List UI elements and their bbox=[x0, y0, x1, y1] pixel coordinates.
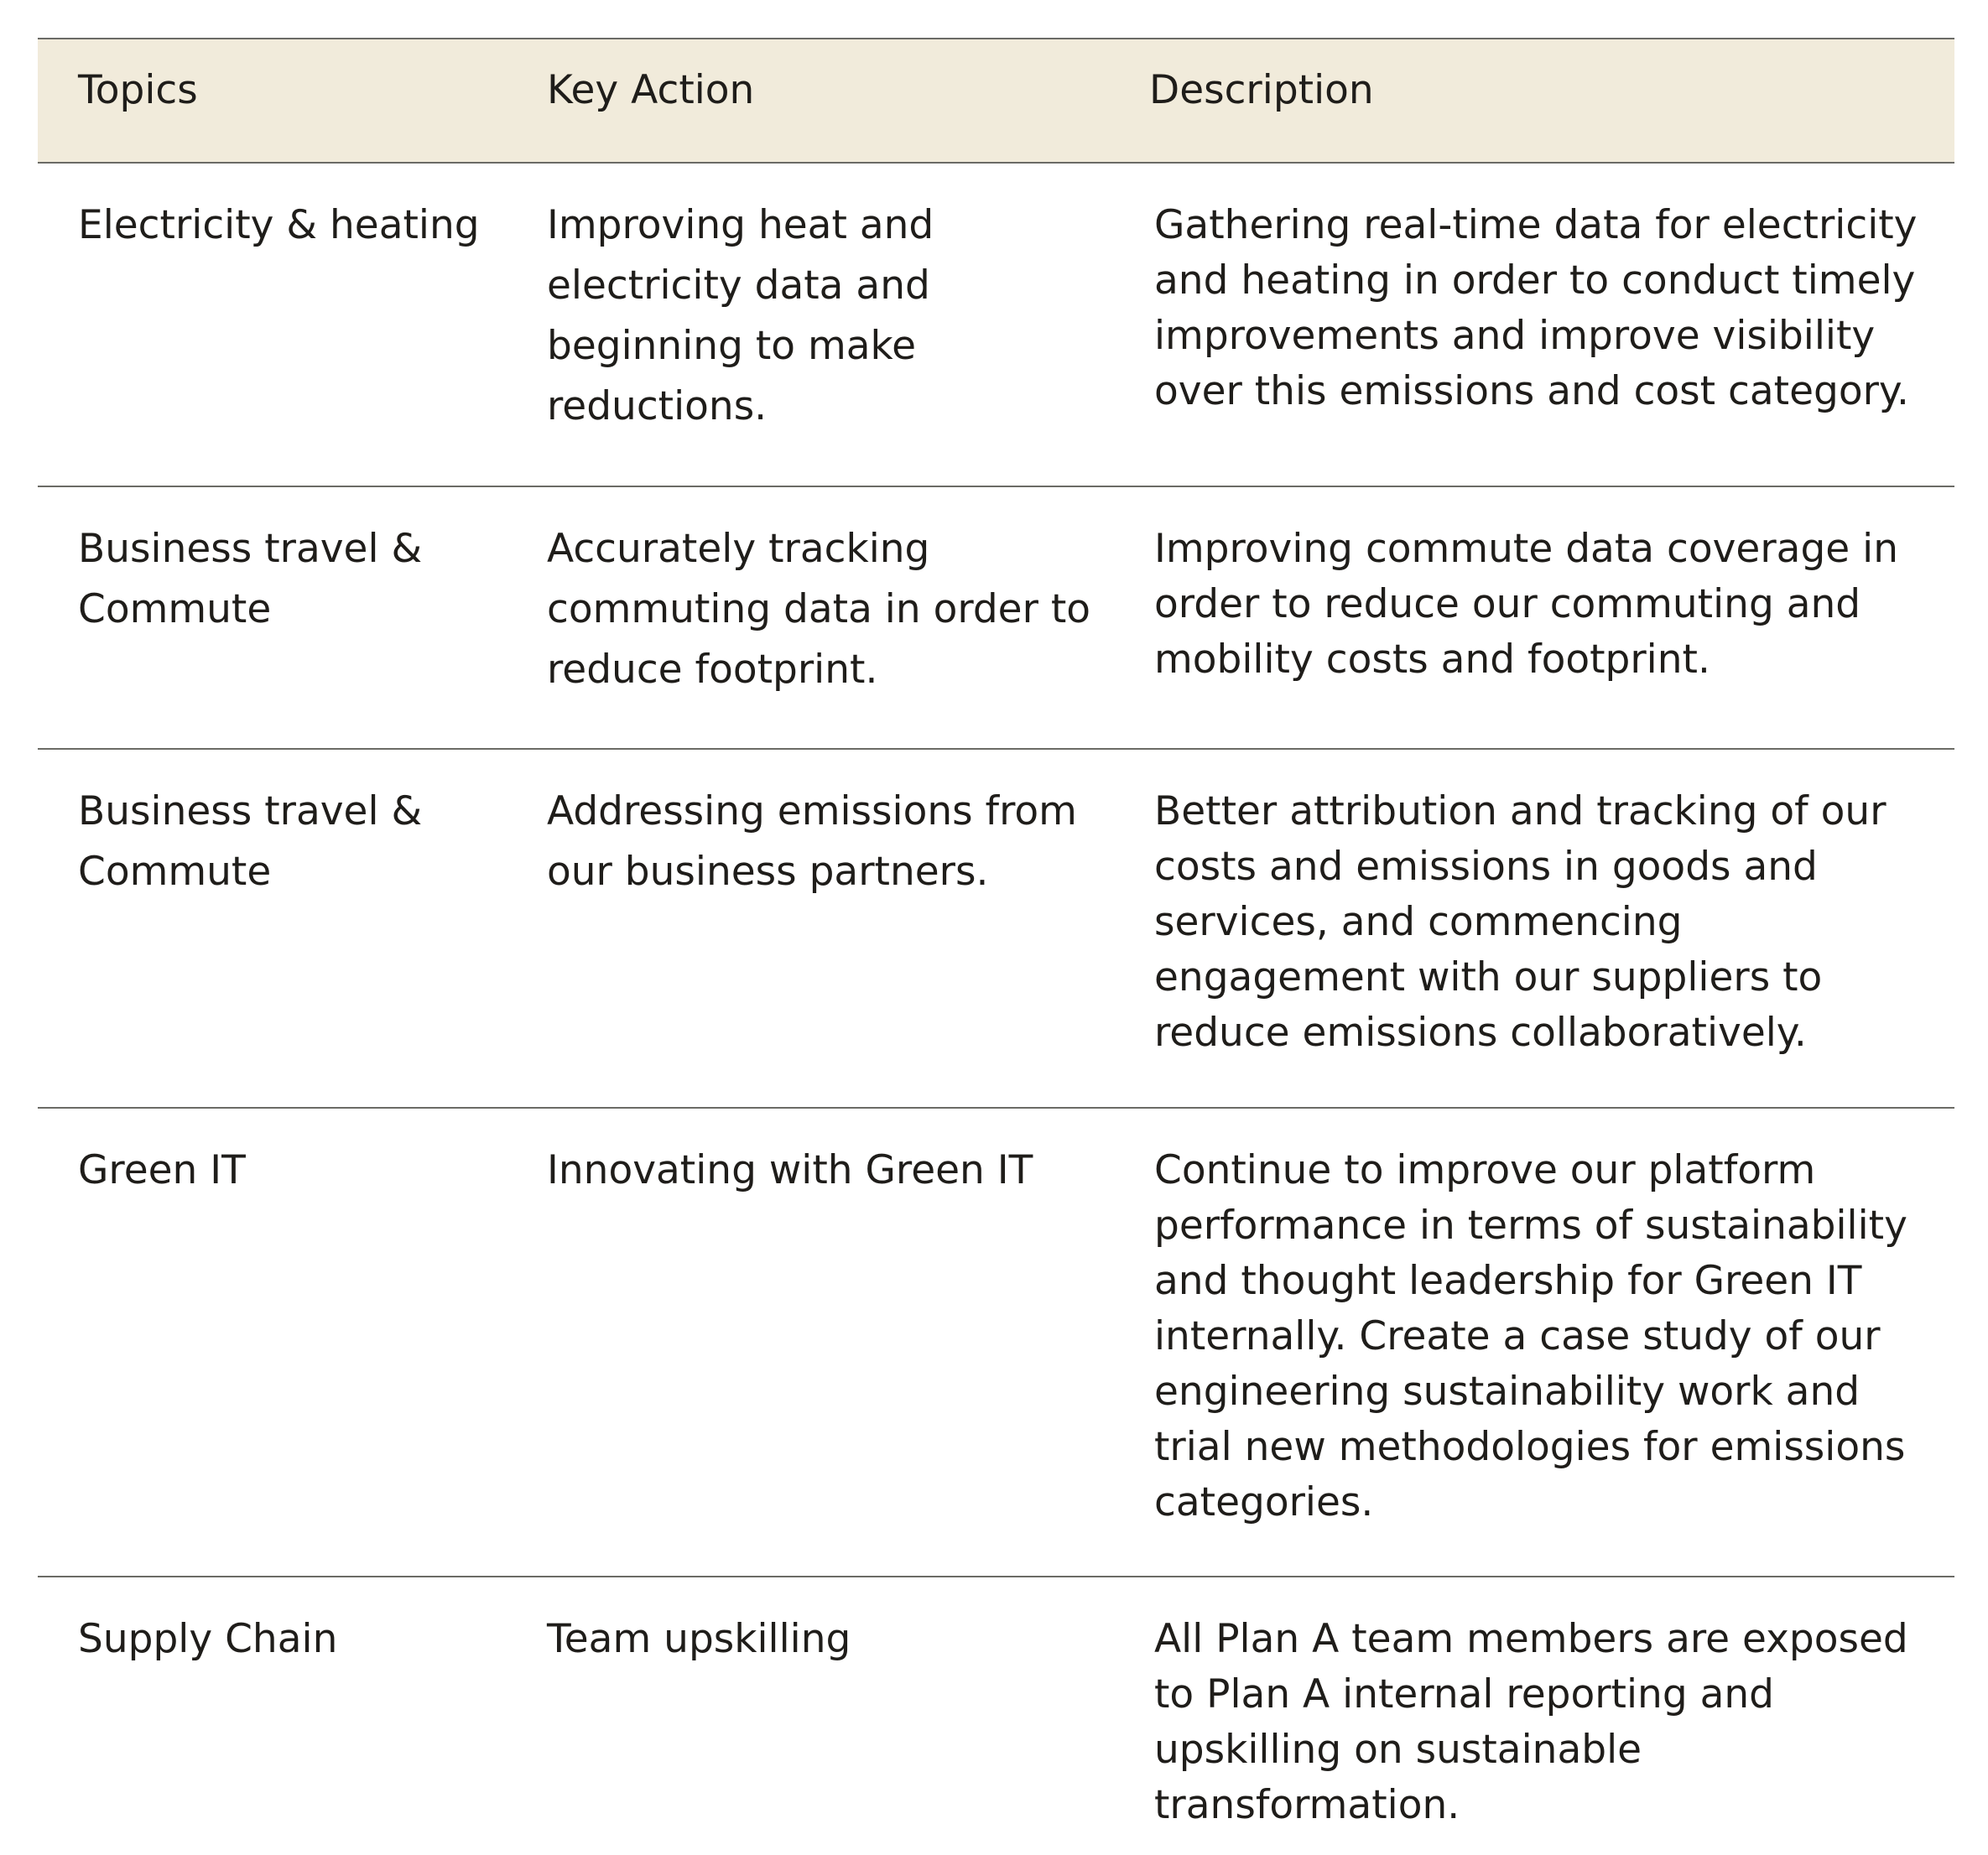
key-action-cell: Innovating with Green IT bbox=[547, 1147, 1033, 1193]
description-cell: Improving commute data coverage in order to reduce our commuting and mobility costs and footprint. bbox=[1154, 526, 1898, 683]
topic-cell: Electricity & heating bbox=[78, 202, 480, 248]
table-row bbox=[38, 1109, 1954, 1577]
table-row bbox=[38, 1577, 1954, 1829]
description-cell: Gathering real-time data for electricity and heating in order to conduct timely improvements and improve visibility over this emissions and cost category. bbox=[1154, 202, 1918, 414]
header-topics: Topics bbox=[78, 67, 198, 113]
topic-cell: Supply Chain bbox=[78, 1616, 338, 1662]
topic-cell: Business travel & Commute bbox=[78, 788, 423, 895]
description-cell: All Plan A team members are exposed to Plan A internal reporting and upskilling on sustainable transformation. bbox=[1154, 1616, 1908, 1828]
header-description: Description bbox=[1149, 67, 1374, 113]
description-cell: Continue to improve our platform performance in terms of sustainability and thought leadership for Green IT internally. Create a case study of our engineering sustainability work and trial new methodologies for emissions categories. bbox=[1154, 1147, 1907, 1525]
table-row bbox=[38, 164, 1954, 487]
key-action-cell: Improving heat and electricity data and beginning to make reductions. bbox=[547, 202, 934, 429]
actions-table bbox=[38, 38, 1954, 1829]
table-row bbox=[38, 750, 1954, 1109]
header-key-action: Key Action bbox=[547, 67, 755, 113]
key-action-cell: Team upskilling bbox=[547, 1616, 851, 1662]
topic-cell: Green IT bbox=[78, 1147, 246, 1193]
key-action-cell: Addressing emissions from our business partners. bbox=[547, 788, 1077, 895]
table-header-row bbox=[38, 39, 1954, 164]
description-cell: Better attribution and tracking of our costs and emissions in goods and services, and commencing engagement with our suppliers to reduce emissions collaboratively. bbox=[1154, 788, 1887, 1056]
topic-cell: Business travel & Commute bbox=[78, 526, 423, 632]
table-row bbox=[38, 487, 1954, 750]
key-action-cell: Accurately tracking commuting data in order to reduce footprint. bbox=[547, 526, 1091, 693]
